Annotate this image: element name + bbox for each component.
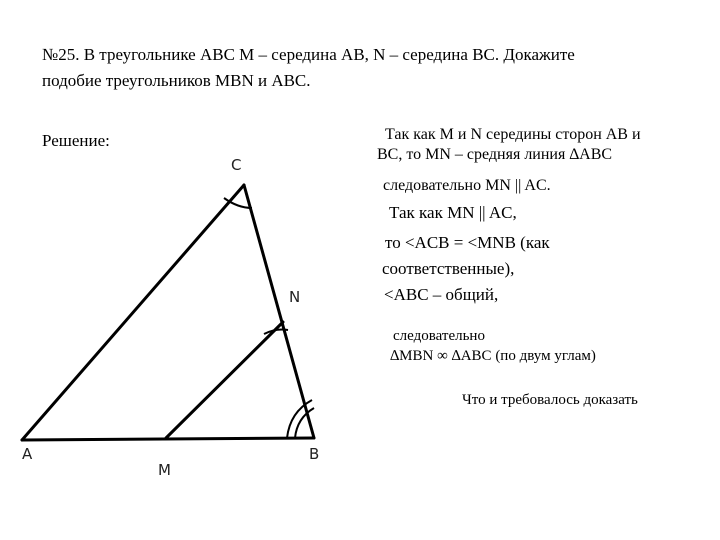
proof-line-1b: BC, то MN – средняя линия ∆ABC — [377, 146, 613, 163]
proof-line-3a: Так как MN || AC, — [389, 203, 517, 222]
side-ab — [22, 438, 314, 440]
vertex-label-c: C — [231, 156, 242, 174]
vertex-label-b: B — [309, 445, 320, 463]
vertex-label-n: N — [289, 288, 301, 306]
proof-line-3b: то <ACB = <MNB (как — [385, 233, 550, 252]
proof-line-5: Что и требовалось доказать — [462, 392, 638, 408]
proof-line-1a: Так как M и N середины сторон AB и — [385, 126, 641, 143]
solution-label: Решение: — [42, 131, 110, 150]
proof-line-4b: ∆MBN ∞ ∆ABC (по двум углам) — [390, 348, 596, 364]
proof-line-3c: соответственные), — [382, 259, 515, 278]
side-ac — [22, 185, 244, 440]
proof-line-2: следовательно MN || AC. — [383, 177, 551, 194]
proof-line-3d: <ABC – общий, — [384, 285, 499, 304]
problem-line-1: №25. В треугольнике ABC M – середина AB, N – середина BC. Докажите — [42, 45, 575, 64]
midline-mn — [166, 322, 283, 438]
problem-line-2: подобие треугольников MBN и ABC. — [42, 71, 311, 90]
proof-line-4a: следовательно — [393, 328, 485, 344]
vertex-label-a: A — [22, 445, 33, 463]
side-cb — [244, 185, 314, 438]
vertex-label-m: M — [158, 461, 171, 479]
